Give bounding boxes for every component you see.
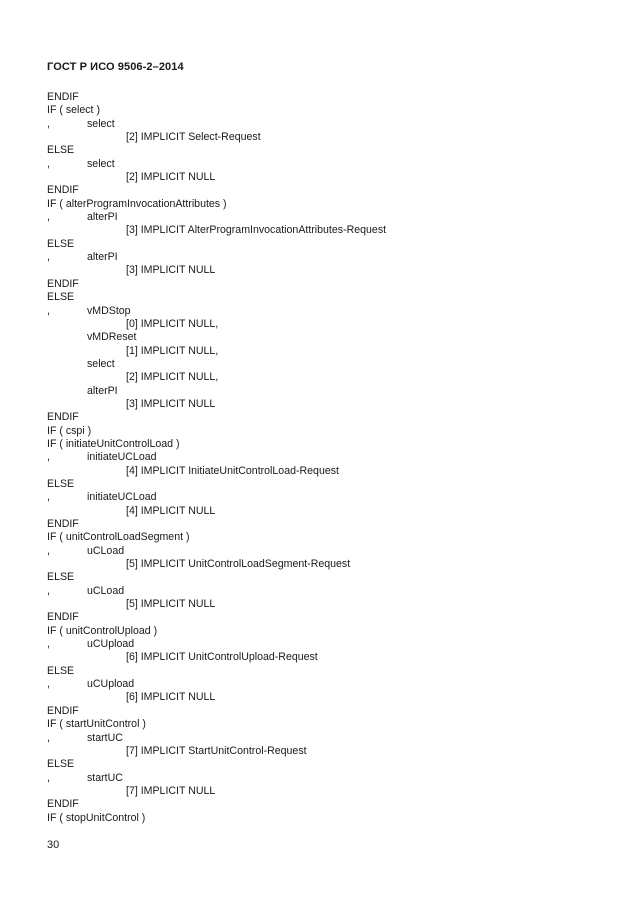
- code-line-text: ENDIF: [47, 411, 79, 424]
- code-line: [47, 451, 587, 464]
- code-line: [47, 131, 587, 144]
- code-line: [47, 278, 587, 291]
- code-line-text: ELSE: [47, 664, 75, 677]
- code-line: [47, 812, 587, 825]
- code-line-text: alterPI: [87, 251, 118, 264]
- code-line-text: IF ( select ): [47, 104, 100, 117]
- code-line: [47, 772, 587, 785]
- code-line-text: startUC: [87, 771, 123, 784]
- comma-separator: ,: [47, 211, 50, 224]
- code-line: [47, 598, 587, 611]
- code-line-text: select: [87, 357, 115, 370]
- code-line-text: ENDIF: [47, 518, 79, 530]
- code-line-text: [7] IMPLICIT NULL: [126, 784, 216, 797]
- code-line: [47, 465, 587, 478]
- code-line: [47, 585, 587, 598]
- code-line: [47, 705, 587, 718]
- code-line: [47, 798, 587, 811]
- code-line-text: IF ( unitControlLoadSegment ): [47, 531, 190, 544]
- code-line: [47, 611, 587, 624]
- code-line: [47, 518, 587, 531]
- code-line: [47, 104, 587, 117]
- code-line: [47, 171, 587, 184]
- code-line-text: [4] IMPLICIT InitiateUnitControlLoad-Request: [126, 464, 339, 477]
- code-line: [47, 758, 587, 771]
- code-line: [47, 545, 587, 558]
- code-line-text: [6] IMPLICIT NULL: [126, 691, 216, 704]
- code-line: [47, 571, 587, 584]
- code-line: [47, 638, 587, 651]
- comma-separator: ,: [47, 491, 50, 504]
- comma-separator: ,: [47, 117, 50, 130]
- code-line: [47, 224, 587, 237]
- code-line-text: [1] IMPLICIT NULL,: [126, 344, 219, 357]
- code-line-text: initiateUCLoad: [87, 491, 157, 504]
- document-header: ГОСТ Р ИСО 9506-2–2014: [47, 61, 184, 73]
- code-line-text: IF ( unitControlUpload ): [47, 624, 158, 637]
- asn1-code-listing: [47, 91, 587, 825]
- code-line-text: uCLoad: [87, 584, 125, 597]
- code-line: [47, 665, 587, 678]
- code-line: [47, 251, 587, 264]
- code-line-text: initiateUCLoad: [87, 451, 157, 464]
- code-line: [47, 211, 587, 224]
- code-line: [47, 291, 587, 304]
- code-line-text: ELSE: [47, 144, 75, 157]
- code-line: [47, 732, 587, 745]
- code-line-text: IF ( alterProgramInvocationAttributes ): [47, 197, 227, 210]
- code-line: [47, 184, 587, 197]
- code-line-text: vMDReset: [87, 331, 137, 344]
- comma-separator: ,: [47, 731, 50, 744]
- code-line-text: startUC: [87, 731, 123, 744]
- code-line-text: ELSE: [47, 477, 75, 490]
- code-line: [47, 345, 587, 358]
- code-line-text: ELSE: [47, 758, 75, 771]
- code-line-text: alterPI: [87, 211, 118, 224]
- code-line: [47, 531, 587, 544]
- code-line: [47, 425, 587, 438]
- code-line: [47, 118, 587, 131]
- code-line: [47, 625, 587, 638]
- code-line: [47, 691, 587, 704]
- code-line-text: ENDIF: [47, 91, 79, 103]
- comma-separator: ,: [47, 304, 50, 317]
- code-line-text: [3] IMPLICIT AlterProgramInvocationAttributes-Request: [126, 224, 387, 237]
- comma-separator: ,: [47, 157, 50, 170]
- comma-separator: ,: [47, 584, 50, 597]
- comma-separator: ,: [47, 678, 50, 691]
- code-line-text: [7] IMPLICIT StartUnitControl-Request: [126, 744, 307, 757]
- code-line-text: [5] IMPLICIT NULL: [126, 598, 216, 611]
- code-line-text: uCLoad: [87, 544, 125, 557]
- code-line: [47, 478, 587, 491]
- code-line: [47, 398, 587, 411]
- code-line-text: [2] IMPLICIT Select-Request: [126, 131, 261, 144]
- code-line: [47, 651, 587, 664]
- code-line-text: IF ( initiateUnitControlLoad ): [47, 437, 180, 450]
- code-line-text: IF ( startUnitControl ): [47, 718, 146, 731]
- code-line: [47, 331, 587, 344]
- code-line-text: vMDStop: [87, 304, 131, 317]
- code-line-text: IF ( cspi ): [47, 424, 92, 437]
- comma-separator: ,: [47, 771, 50, 784]
- code-line-text: select: [87, 117, 115, 130]
- code-line-text: ELSE: [47, 237, 75, 250]
- comma-separator: ,: [47, 638, 50, 651]
- code-line-text: uCUpload: [87, 678, 135, 691]
- code-line: [47, 491, 587, 504]
- code-line: [47, 198, 587, 211]
- comma-separator: ,: [47, 451, 50, 464]
- code-line: [47, 158, 587, 171]
- code-line: [47, 358, 587, 371]
- code-line: [47, 438, 587, 451]
- code-line: [47, 305, 587, 318]
- code-line-text: [2] IMPLICIT NULL,: [126, 371, 219, 384]
- code-line-text: [2] IMPLICIT NULL: [126, 171, 216, 184]
- code-line-text: ENDIF: [47, 611, 79, 624]
- code-line: [47, 558, 587, 571]
- code-line: [47, 385, 587, 398]
- code-line-text: ENDIF: [47, 277, 79, 290]
- code-line-text: ENDIF: [47, 704, 79, 717]
- code-line-text: ENDIF: [47, 798, 79, 811]
- comma-separator: ,: [47, 251, 50, 264]
- code-line: [47, 144, 587, 157]
- code-line-text: alterPI: [87, 384, 118, 397]
- code-line: [47, 678, 587, 691]
- code-line-text: [0] IMPLICIT NULL,: [126, 317, 219, 330]
- code-line: [47, 785, 587, 798]
- code-line-text: ELSE: [47, 291, 75, 304]
- code-line: [47, 264, 587, 277]
- page-number: 30: [47, 839, 60, 851]
- code-line: [47, 745, 587, 758]
- code-line: [47, 238, 587, 251]
- code-line-text: [6] IMPLICIT UnitControlUpload-Request: [126, 651, 318, 664]
- code-line: [47, 505, 587, 518]
- code-line-text: select: [87, 157, 115, 170]
- code-line: [47, 318, 587, 331]
- code-line: [47, 91, 587, 104]
- code-line-text: [5] IMPLICIT UnitControlLoadSegment-Request: [126, 558, 351, 571]
- code-line-text: IF ( stopUnitControl ): [47, 811, 146, 824]
- code-line-text: [3] IMPLICIT NULL: [126, 397, 216, 410]
- code-line-text: [4] IMPLICIT NULL: [126, 504, 216, 517]
- code-line: [47, 371, 587, 384]
- code-line-text: [3] IMPLICIT NULL: [126, 264, 216, 277]
- code-line: [47, 411, 587, 424]
- code-line-text: ELSE: [47, 571, 75, 584]
- code-line: [47, 718, 587, 731]
- comma-separator: ,: [47, 544, 50, 557]
- code-line-text: uCUpload: [87, 638, 135, 651]
- code-line-text: ENDIF: [47, 184, 79, 197]
